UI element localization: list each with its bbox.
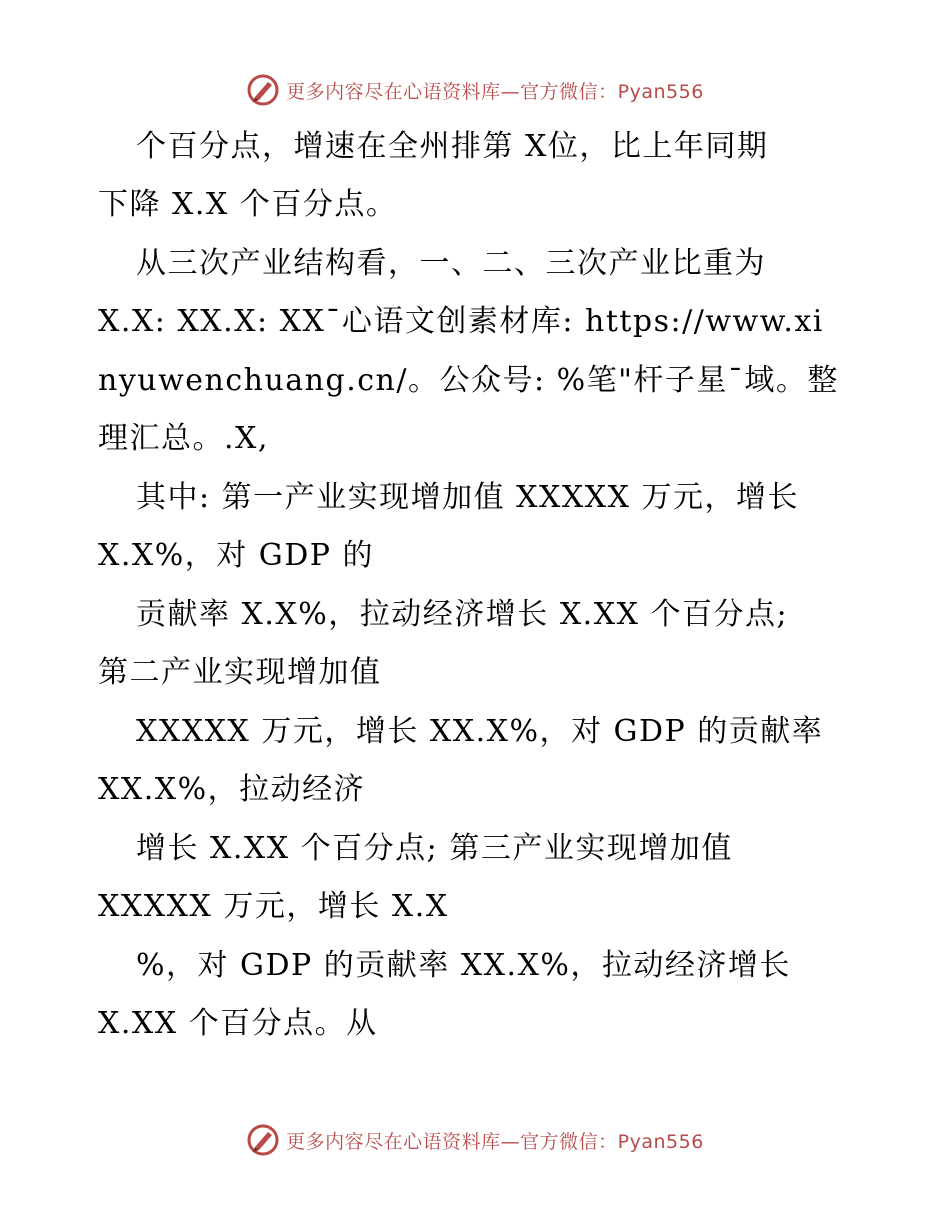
text-line: X.X: XX.X: XX¯心语文创素材库: https://www.xi (98, 304, 824, 339)
footer-banner (0, 1120, 950, 1160)
text-line: X.X%，对 GDP 的 (98, 538, 375, 573)
text-line: XXXXX 万元，增长 X.X (98, 889, 449, 924)
text-line: XX.X%，拉动经济 (98, 772, 366, 807)
text-line: XXXXX 万元，增长 XX.X%，对 GDP 的贡献率 (136, 714, 824, 749)
footer-banner-text: 更多内容尽在心语资料库—官方微信：Pyan556 (286, 1130, 704, 1153)
text-line: 从三次产业结构看，一、二、三次产业比重为 (136, 246, 766, 281)
text-line: X.XX 个百分点。从 (98, 1006, 378, 1041)
text-line: 第二产业实现增加值 (98, 655, 382, 690)
text-line: 其中: 第一产业实现增加值 XXXXX 万元，增长 (136, 480, 800, 515)
text-line: 贡献率 X.X%，拉动经济增长 X.XX 个百分点; (136, 597, 789, 632)
text-line: 个百分点，增速在全州排第 X位，比上年同期 (136, 129, 769, 164)
text-line: 理汇总。.X, (98, 421, 269, 456)
header-banner-text: 更多内容尽在心语资料库—官方微信：Pyan556 (286, 80, 704, 103)
pen-logo-icon (246, 1123, 280, 1157)
text-line: 增长 X.XX 个百分点; 第三产业实现增加值 (136, 831, 733, 866)
text-line: %，对 GDP 的贡献率 XX.X%，拉动经济增长 (136, 948, 791, 983)
text-line: 下降 X.X 个百分点。 (98, 187, 398, 222)
text-line: nyuwenchuang.cn/。公众号: %笔"杆子星¯域。整 (98, 363, 839, 398)
